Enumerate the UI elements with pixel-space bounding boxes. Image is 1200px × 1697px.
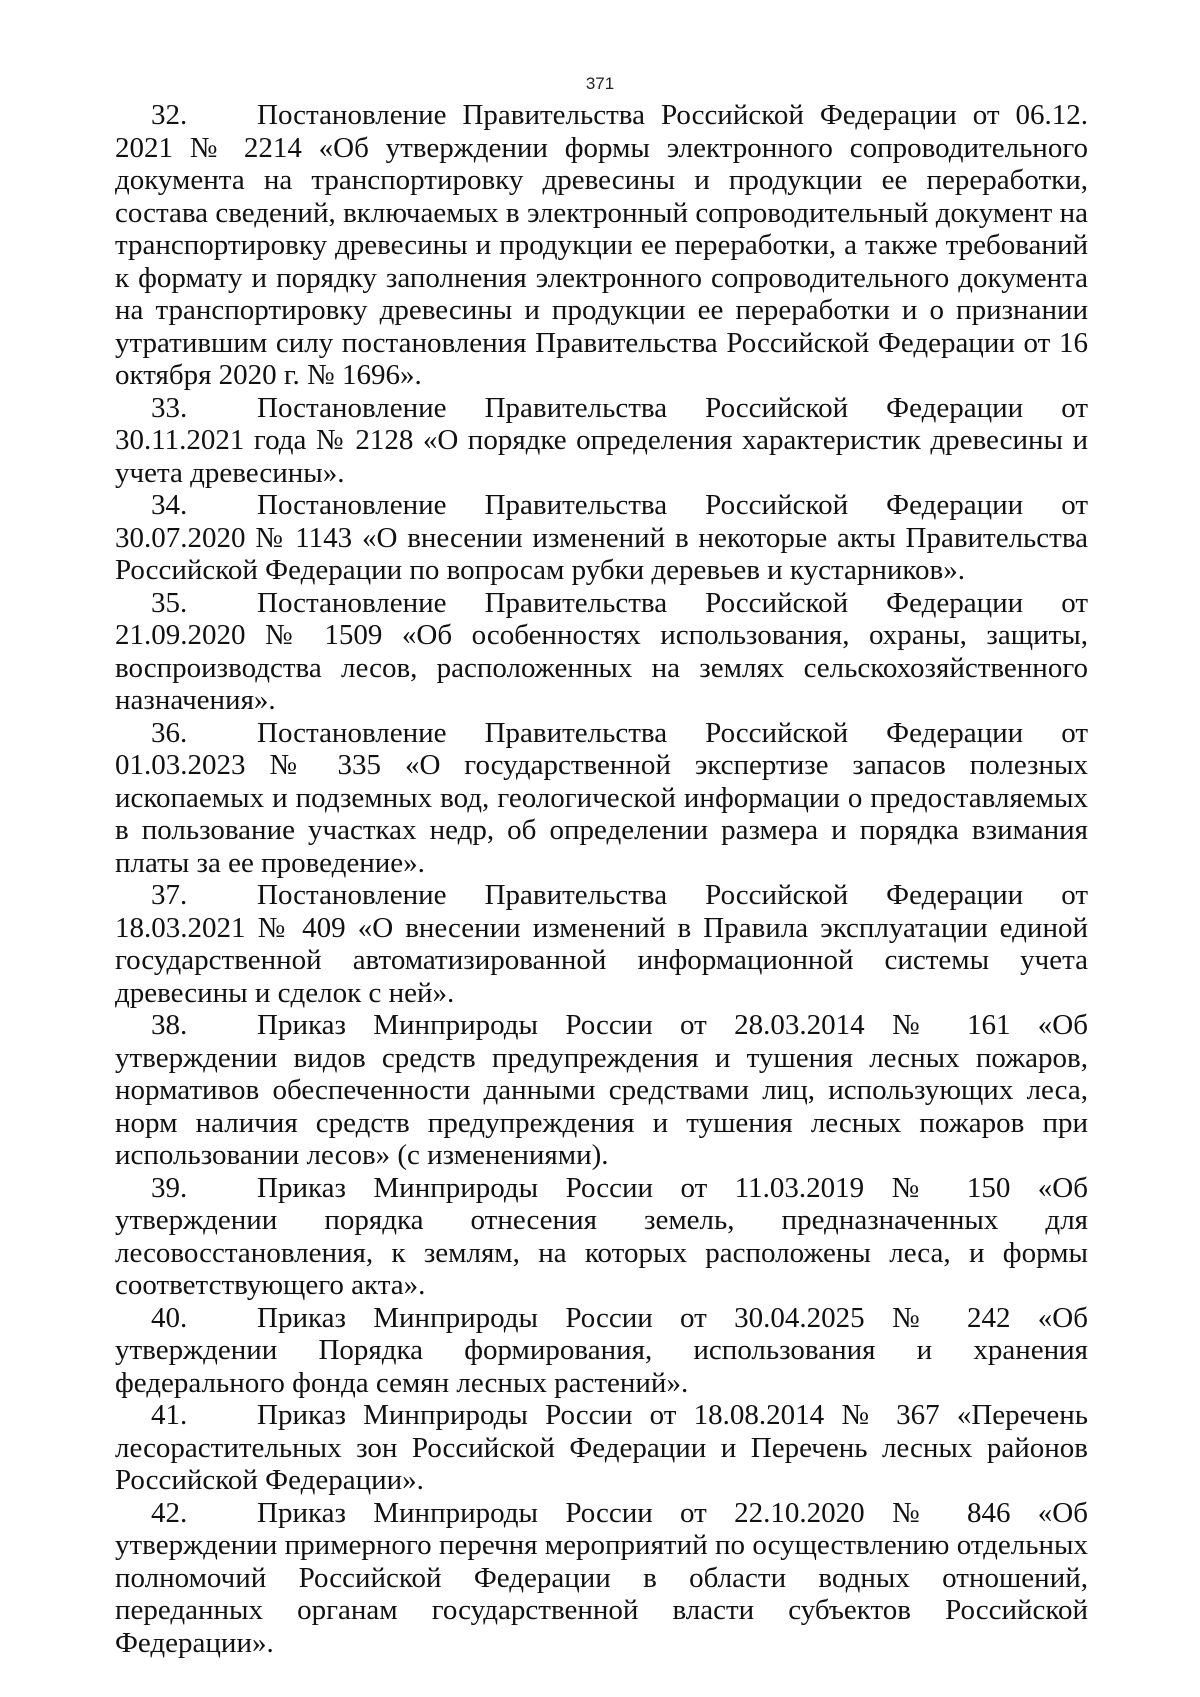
item-text: Постановление Правительства Российской Федерации от 18.03.2021 № 409 «О внесении изменений в Правила эксплуатации единой государственной автоматизированной информационной системы учета древесины и сделок с ней». (115, 879, 1088, 1009)
item-text: Приказ Минприроды России от 22.10.2020 № 846 «Об утверждении примерного перечня мероприятий по осуществлению отдельных полномочий Российской Федерации в области водных отношений, переданных органам государственной власти субъектов Российской Федерации». (115, 1496, 1088, 1659)
item-number: 32. (151, 99, 188, 131)
item-text: Приказ Минприроды России от 11.03.2019 № 150 «Об утверждении порядка отнесения земель, предназначенных для лесовосстановления, к землям, на которых расположены леса, и формы соответствующего акта». (115, 1171, 1088, 1301)
list-item-39 (115, 1172, 1088, 1302)
list-item-32 (115, 99, 1088, 392)
item-text: Постановление Правительства Российской Федерации от 01.03.2023 № 335 «О государственной экспертизе запасов полезных ископаемых и подземных вод, геологической информации о предоставляемых в пользование участках недр, об определении размера и порядка взимания платы за ее проведение». (115, 716, 1088, 879)
page-number: 371 (585, 74, 615, 93)
item-number: 38. (151, 1009, 188, 1041)
item-number: 35. (151, 586, 188, 619)
item-text: Постановление Правительства Российской Федерации от 06.12. 2021 № 2214 «Об утверждении формы электронного сопроводительного документа на транспортировку древесины и продукции ее переработки, состава сведений, включаемых в электронный сопроводительный документ на транспортировку древесины и продукции ее переработки, а также требований к формату и порядку заполнения электронного сопроводительного документа на транспортировку древесины и продукции ее переработки и о признании утратившим силу постановления Правительства Российской Федерации от 16 октября 2020 г. № 1696». (115, 99, 1088, 391)
list-item-33 (115, 392, 1088, 490)
list-item-42 (115, 1497, 1088, 1660)
legal-acts-list (115, 99, 1088, 1659)
list-item-35 (115, 587, 1088, 717)
item-number: 40. (151, 1301, 188, 1334)
item-number: 36. (151, 716, 188, 749)
item-number: 33. (151, 391, 188, 424)
item-text: Приказ Минприроды России от 18.08.2014 № 367 «Перечень лесорастительных зон Российской Федерации и Перечень лесных районов Российской Федерации». (115, 1399, 1088, 1496)
item-number: 42. (151, 1496, 188, 1529)
item-number: 37. (151, 879, 188, 911)
list-item-40 (115, 1302, 1088, 1400)
list-item-38 (115, 1009, 1088, 1172)
item-number: 41. (151, 1399, 188, 1431)
item-text: Постановление Правительства Российской Федерации от 21.09.2020 № 1509 «Об особенностях использования, охраны, защиты, воспроизводства лесов, расположенных на землях сельскохозяйственного назначения». (115, 586, 1088, 716)
item-text: Приказ Минприроды России от 30.04.2025 № 242 «Об утверждении Порядка формирования, использования и хранения федерального фонда семян лесных растений». (115, 1301, 1088, 1399)
list-item-36 (115, 717, 1088, 880)
list-item-34 (115, 489, 1088, 587)
item-number: 34. (151, 489, 188, 521)
list-item-41 (115, 1399, 1088, 1497)
list-item-37 (115, 879, 1088, 1009)
item-text: Постановление Правительства Российской Федерации от 30.11.2021 года № 2128 «О порядке определения характеристик древесины и учета древесины». (115, 391, 1088, 489)
item-number: 39. (151, 1171, 188, 1204)
item-text: Постановление Правительства Российской Федерации от 30.07.2020 № 1143 «О внесении изменений в некоторые акты Правительства Российской Федерации по вопросам рубки деревьев и кустарников». (115, 489, 1088, 586)
item-text: Приказ Минприроды России от 28.03.2014 № 161 «Об утверждении видов средств предупреждения и тушения лесных пожаров, нормативов обеспеченности данными средствами лиц, использующих леса, норм наличия средств предупреждения и тушения лесных пожаров при использовании лесов» (с изменениями). (115, 1009, 1088, 1171)
